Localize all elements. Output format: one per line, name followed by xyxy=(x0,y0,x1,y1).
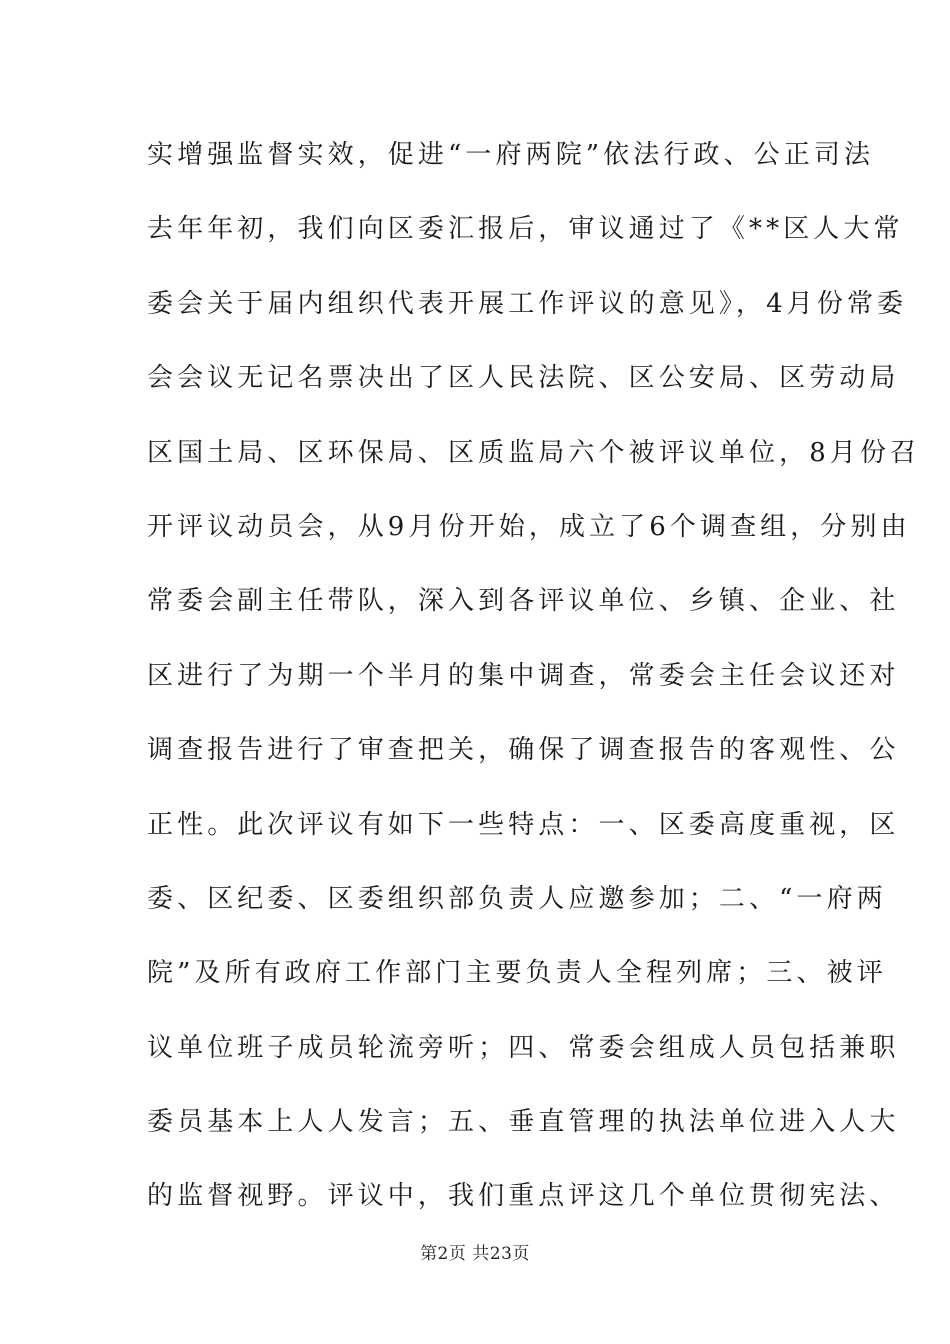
text-line: 院”及所有政府工作部门主要负责人全程列席；三、被评 xyxy=(147,958,887,989)
text-line: 正性。此次评议有如下一些特点：一、区委高度重视，区 xyxy=(147,809,900,840)
text-line: 常委会副主任带队，深入到各评议单位、乡镇、企业、社 xyxy=(147,586,900,617)
text-line: 委员基本上人人发言；五、垂直管理的执法单位进入人大 xyxy=(147,1107,900,1138)
text-line: 委会关于届内组织代表开展工作评议的意见》，4月份常委 xyxy=(147,288,908,319)
text-line: 区进行了为期一个半月的集中调查，常委会主任会议还对 xyxy=(147,660,900,691)
text-line: 会会议无记名票决出了区人民法院、区公安局、区劳动局 xyxy=(147,363,900,394)
text-line: 实增强监督实效，促进“一府两院”依法行政、公正司法 xyxy=(147,140,875,170)
page-number: 第2页 共23页 xyxy=(420,1244,530,1264)
text-line: 议单位班子成员轮流旁听；四、常委会组成人员包括兼职 xyxy=(147,1032,900,1063)
text-line: 委、区纪委、区委组织部负责人应邀参加；二、“一府两 xyxy=(147,883,887,914)
text-line: 调查报告进行了审查把关，确保了调查报告的客观性、公 xyxy=(147,735,900,766)
text-line: 去年年初，我们向区委汇报后，审议通过了《**区人大常 xyxy=(147,214,904,245)
document-body xyxy=(147,124,921,1240)
text-line: 开评议动员会，从9月份开始，成立了6个调查组，分别由 xyxy=(147,511,911,542)
text-line: 区国土局、区环保局、区质监局六个被评议单位，8月份召 xyxy=(147,437,921,468)
text-line: 的监督视野。评议中，我们重点评这几个单位贯彻宪法、 xyxy=(147,1181,900,1212)
